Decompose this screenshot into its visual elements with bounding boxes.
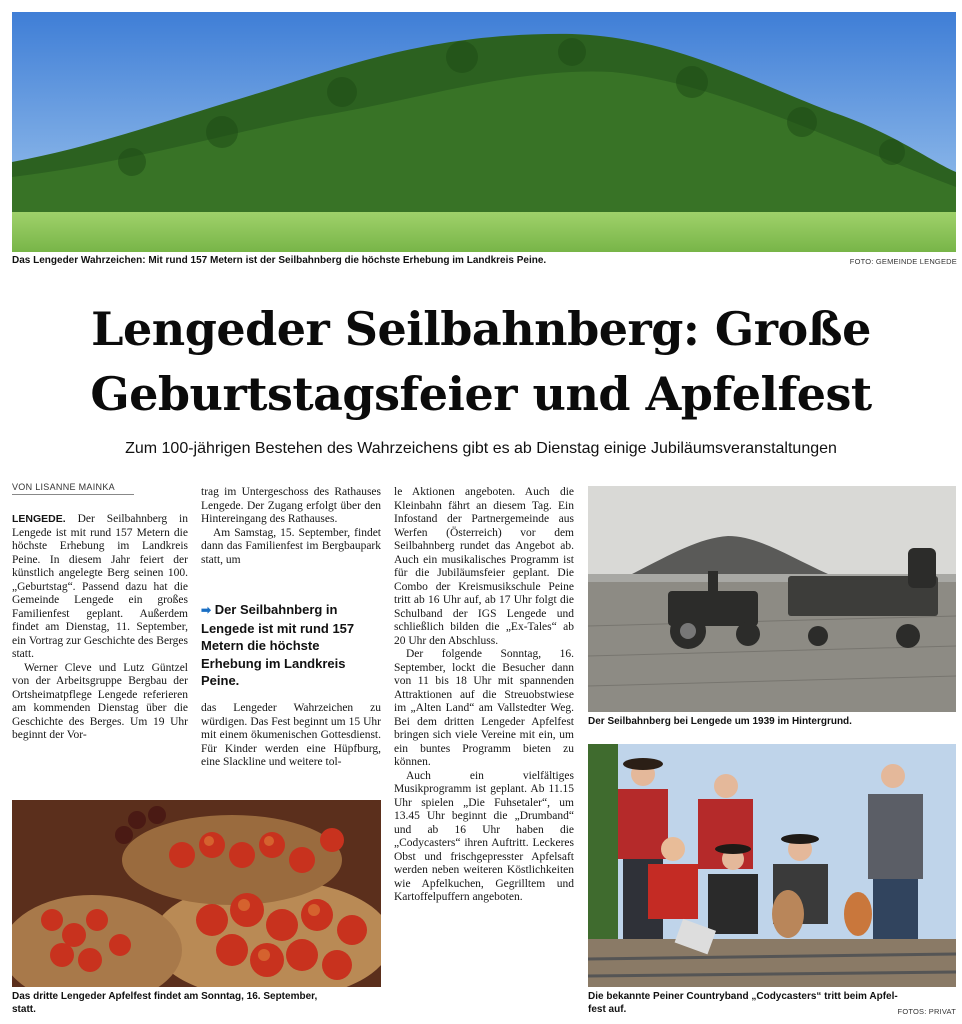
historic-photo bbox=[588, 486, 956, 712]
headline-line-2: Geburtstagsfeier und Apfelfest bbox=[90, 367, 872, 421]
tractor-harvest-image bbox=[588, 486, 956, 712]
apple-baskets-image bbox=[12, 800, 381, 987]
top-photo-caption: Das Lengeder Wahrzeichen: Mit rund 157 Metern ist der Seilbahnberg die höchste Erhebung im Landkreis Peine. bbox=[12, 255, 547, 266]
article-paragraph: Der folgende Sonntag, 16. September, lockt die Besucher dann von 11 bis 18 Uhr mit spannenden Attraktionen auf die Streuobstwiese im „Alten Land“ am Vallstedter Weg. Bei dem dritten Lengeder Apfelfest bringen sich viele Vereine mit ein, um ein buntes Programm bieten zu können. bbox=[394, 648, 574, 768]
country-band-image bbox=[588, 744, 956, 987]
apples-photo-caption-line-1: Das dritte Lengeder Apfelfest findet am Sonntag, 16. September, bbox=[12, 991, 318, 1002]
historic-photo-caption: Der Seilbahnberg bei Lengede um 1939 im Hintergrund. bbox=[588, 716, 852, 727]
apples-photo bbox=[12, 800, 381, 987]
band-photo bbox=[588, 744, 956, 987]
band-photo-caption-line-2: fest auf. bbox=[588, 1004, 627, 1015]
pull-quote bbox=[201, 601, 381, 690]
hill-landscape-image bbox=[12, 12, 956, 252]
top-photo-credit: FOTO: GEMEINDE LENGEDE bbox=[849, 257, 957, 266]
article-paragraph: trag im Untergeschoss des Rathauses Lengede. Der Zugang erfolgt über den Hintereingang des Rathauses. bbox=[201, 486, 381, 525]
article-paragraph: le Aktionen angeboten. Auch die Kleinbahn fährt an diesem Tag. Ein Infostand der Partnergemeinde aus Werfen (Österreich) vor dem Seilbahnberg rundet das Angebot ab. Auch ein musikalisches Programm ist für die Jubiläumsfeier geplant. Die Combo der Kreismusikschule Peine tritt ab 16 Uhr auf, ab 17 Uhr folgt die Schulband der IGS Lengede und schließlich bilden die „Ex-Tales“ ab 20 Uhr den Abschluss. bbox=[394, 486, 574, 647]
article-column-1 bbox=[12, 513, 188, 788]
subheadline: Zum 100-jährigen Bestehen des Wahrzeichens gibt es ab Dienstag einige Jubiläumsveranstaltungen bbox=[125, 440, 837, 457]
dateline: LENGEDE. bbox=[12, 513, 66, 525]
article-paragraph: Am Samstag, 15. September, findet dann das Familienfest im Bergbaupark statt, um bbox=[201, 526, 381, 566]
pull-quote-text: Der Seilbahnberg in Lengede ist mit rund 157 Metern die höchste Erhebung im Landkreis Peine. bbox=[201, 602, 355, 688]
article-column-2 bbox=[201, 486, 381, 596]
article-paragraph: Der Seilbahnberg in Lengede ist mit rund 157 Metern die höchste Erhebung im Landkreis Peine. In diesem Jahr feiert der künstlich angelegte Berg seinen 100. „Geburtstag“. Passend dazu hat die Gemeinde Lengede ein großes Familienfest geplant. Außerdem findet am Dienstag, 11. September, ein Vortrag zur Geschichte des Berges statt. bbox=[12, 513, 188, 660]
article-column-2-continued bbox=[201, 702, 381, 792]
article-paragraph: Auch ein vielfältiges Musikprogramm ist geplant. Ab 11.15 Uhr spielen „Die Fuhsetaler“, um 13.45 Uhr beginnt die „Drumband“ und ab 16 Uhr haben die „Codycasters“ ihren Auftritt. Leckeres Obst und frischgepresster Apfelsaft werden neben weiteren Köstlichkeiten wie Apfelkuchen, Gegrilltem und Kartoffelpuffern angeboten. bbox=[394, 769, 574, 903]
article-column-3 bbox=[394, 486, 574, 1020]
byline: VON LISANNE MAINKA bbox=[12, 482, 134, 495]
article-paragraph: das Lengeder Wahrzeichen zu würdigen. Das Fest beginnt um 15 Uhr mit einem ökumenischen Gottesdienst. Für Kinder werden eine Hüpfburg, eine Slackline und weitere tol- bbox=[201, 702, 381, 768]
article-paragraph: Werner Cleve und Lutz Güntzel von der Arbeitsgruppe Bergbau der Ortsheimatpflege Lengede referieren am kommenden Dienstag über die Geschichte des Berges. Um 19 Uhr beginnt der Vor- bbox=[12, 661, 188, 741]
top-photo bbox=[12, 12, 956, 252]
band-photo-credit: FOTOS: PRIVAT bbox=[897, 1007, 956, 1016]
apples-photo-caption-line-2: statt. bbox=[12, 1004, 36, 1015]
headline-line-1: Lengeder Seilbahnberg: Große bbox=[91, 302, 871, 356]
arrow-right-icon: ➡ bbox=[201, 603, 212, 617]
band-photo-caption-line-1: Die bekannte Peiner Countryband „Codycasters“ tritt beim Apfel- bbox=[588, 991, 898, 1002]
